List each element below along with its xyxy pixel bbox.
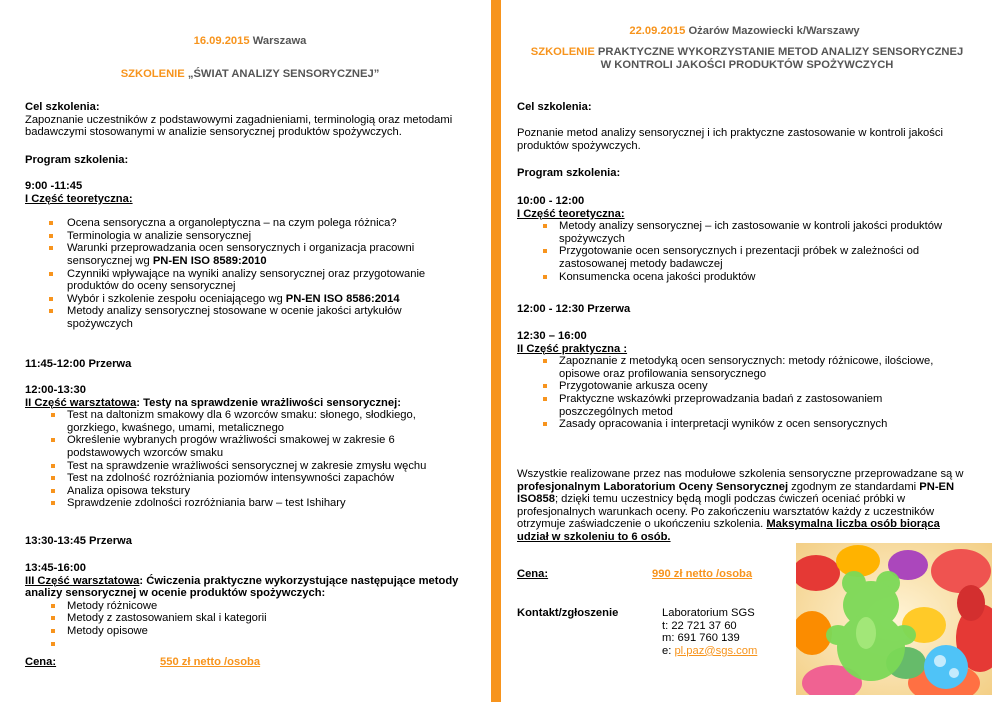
left-goal <box>25 101 475 139</box>
right-section-1 <box>517 195 972 283</box>
list-item: Konsumencka ocena jakości produktów <box>517 271 952 284</box>
left-s2-time: 12:00-13:30 <box>25 384 86 396</box>
left-break-1: 11:45-12:00 Przerwa <box>25 358 132 370</box>
right-s2-list <box>517 355 957 431</box>
list-item: Ocena sensoryczna a organoleptyczna – na czym polega różnica? <box>25 217 435 230</box>
bullet-icon <box>51 501 55 505</box>
list-item: Metody różnicowe <box>25 600 475 613</box>
left-s3-time: 13:45-16:00 <box>25 562 86 574</box>
contact-email-link[interactable]: pl.paz@sgs.com <box>674 644 758 657</box>
left-date-line <box>25 35 475 48</box>
bullet-icon <box>51 489 55 493</box>
list-item: Zapoznanie z metodyką ocen sensorycznych: metody różnicowe, ilościowe, opisowe oraz profilowania sensorycznego <box>517 355 957 380</box>
right-date-line <box>517 25 972 38</box>
list-item: Czynniki wpływające na wyniki analizy sensorycznej oraz przygotowanie produktów do oceny sensorycznej <box>25 268 435 293</box>
list-item: Metody z zastosowaniem skal i kategorii <box>25 612 475 625</box>
left-date: 16.09.2015 <box>193 35 250 47</box>
left-s1-title: I Część teoretyczna: <box>25 192 133 205</box>
contact-email-line: e: pl.paz@sgs.com <box>662 644 758 657</box>
list-item: Metody opisowe <box>25 625 475 638</box>
right-price-label: Cena: <box>517 568 549 580</box>
list-item: Wybór i szkolenie zespołu oceniającego wg PN-EN ISO 8586:2014 <box>25 293 435 306</box>
right-s2-title: II Część praktyczna : <box>517 342 628 355</box>
left-program-label: Program szkolenia: <box>25 154 129 166</box>
left-section-1 <box>25 180 475 331</box>
contact-name: Laboratorium SGS <box>662 607 755 619</box>
list-item: Praktyczne wskazówki przeprowadzania badań z zastosowaniem poszczególnych metod <box>517 393 957 418</box>
left-break-2: 13:30-13:45 Przerwa <box>25 535 132 547</box>
contact-phone: t: 22 721 37 60 <box>662 619 737 632</box>
left-s1-time: 9:00 -11:45 <box>25 180 83 192</box>
left-s2-heading: II Część warsztatowa: Testy na sprawdzenie wrażliwości sensorycznej: <box>25 396 401 409</box>
bullet-icon <box>543 275 547 279</box>
bullet-icon <box>51 464 55 468</box>
bullet-icon <box>49 221 53 225</box>
right-goal-text: Poznanie metod analizy sensorycznej i ich praktyczne zastosowanie w kontroli jakości produktów spożywczych. <box>517 127 943 152</box>
right-title: SZKOLENIE PRAKTYCZNE WYKORZYSTANIE METOD ANALIZY SENSORYCZNEJ W KONTROLI JAKOŚCI PRODUKTÓW SPOŻYWCZYCH <box>530 46 964 71</box>
bullet-icon <box>49 272 53 276</box>
left-goal-text: Zapoznanie uczestników z podstawowymi zagadnieniami, terminologią oraz metodami badawczymi stosowanymi w analizie sensorycznej produktów spożywczych. <box>25 113 453 139</box>
list-item: Przygotowanie arkusza oceny <box>517 380 957 393</box>
list-item: Test na sprawdzenie wrażliwości sensorycznej w zakresie zmysłu węchu <box>25 460 445 473</box>
list-item: Przygotowanie ocen sensorycznych i prezentacji próbek w zależności od zastosowanej metody badawczej <box>517 245 952 270</box>
bullet-icon <box>51 629 55 633</box>
list-item <box>25 638 475 651</box>
contact-mobile: m: 691 760 139 <box>662 632 740 645</box>
bullet-icon <box>49 309 53 313</box>
bullet-icon <box>51 438 55 442</box>
bullet-icon <box>51 476 55 480</box>
left-goal-label: Cel szkolenia: <box>25 101 100 113</box>
left-price-value: 550 zł netto /osoba <box>160 656 261 668</box>
left-place: Warszawa <box>252 35 307 47</box>
list-item: Metody analizy sensorycznej stosowane w ocenie jakości artykułów spożywczych <box>25 305 435 330</box>
list-item: Test na daltonizm smakowy dla 6 wzorców smaku: słonego, słodkiego, gorzkiego, kwaśnego, umami, metalicznego <box>25 409 445 434</box>
gummy-candy-photo <box>796 543 992 695</box>
bullet-icon <box>49 246 53 250</box>
bullet-icon <box>49 297 53 301</box>
right-program-label: Program szkolenia: <box>517 167 621 179</box>
left-section-3 <box>25 562 475 650</box>
bullet-icon <box>49 234 53 238</box>
list-item: Sprawdzenie zdolności rozróżniania barw – test Ishihary <box>25 497 445 510</box>
list-item: Test na zdolność rozróżniania poziomów intensywności zapachów <box>25 472 445 485</box>
right-contact-label: Kontakt/zgłoszenie <box>517 607 619 619</box>
bullet-icon <box>543 384 547 388</box>
right-goal-label: Cel szkolenia: <box>517 101 592 113</box>
left-price-label: Cena: <box>25 656 57 668</box>
left-s3-list <box>25 600 475 650</box>
left-s1-list <box>25 217 435 330</box>
right-s1-title: I Część teoretyczna: <box>517 207 625 220</box>
left-s2-list <box>25 409 445 510</box>
right-section-2 <box>517 330 972 431</box>
bullet-icon <box>51 413 55 417</box>
right-place: Ożarów Mazowiecki k/Warszawy <box>688 25 860 37</box>
right-contact-block <box>662 607 757 657</box>
bullet-icon <box>51 616 55 620</box>
right-date: 22.09.2015 <box>629 25 686 37</box>
right-s2-time: 12:30 – 16:00 <box>517 330 587 342</box>
column-divider <box>491 0 501 702</box>
bullet-icon <box>51 642 55 646</box>
list-item: Zasady opracowania i interpretacji wyników z ocen sensorycznych <box>517 418 957 431</box>
list-item: Warunki przeprowadzania ocen sensorycznych i organizacja pracowni sensorycznej wg PN-EN ISO 8589:2010 <box>25 242 435 267</box>
bullet-icon <box>543 397 547 401</box>
left-section-2 <box>25 384 475 510</box>
bullet-icon <box>51 604 55 608</box>
bullet-icon <box>543 224 547 228</box>
right-break-1: 12:00 - 12:30 Przerwa <box>517 303 631 315</box>
list-item: Analiza opisowa tekstury <box>25 485 445 498</box>
right-price-value: 990 zł netto /osoba <box>652 568 753 580</box>
left-title: SZKOLENIE „ŚWIAT ANALIZY SENSORYCZNEJ” <box>120 68 380 80</box>
left-s3-heading: III Część warsztatowa: Ćwiczenia praktyczne wykorzystujące następujące metody analizy sensorycznej w ocenie produktów spożywczych: <box>25 574 459 600</box>
list-item: Określenie wybranych progów wrażliwości smakowej w zakresie 6 podstawowych wzorców smaku <box>25 434 445 459</box>
right-info-paragraph: Wszystkie realizowane przez nas modułowe szkolenia sensoryczne przeprowadzane są w profesjonalnym Laboratorium Oceny Sensorycznej zgodnym ze standardami PN-EN ISO858; dzięki temu uczestnicy będą mogli podczas ćwiczeń oceniać próbki w profesjonalnych warunkach oceny. Po zakończeniu warsztatów każdy z uczestników otrzymuje zaświadczenie o ukończeniu szkolenia. Maksymalna liczba osób biorąca udział w szkoleniu to 6 osób. <box>517 468 964 543</box>
right-s1-list <box>517 220 952 283</box>
list-item: Metody analizy sensorycznej – ich zastosowanie w kontroli jakości produktów spożywczych <box>517 220 952 245</box>
bullet-icon <box>543 359 547 363</box>
right-s1-time: 10:00 - 12:00 <box>517 195 585 207</box>
list-item: Terminologia w analizie sensorycznej <box>25 230 435 243</box>
bullet-icon <box>543 422 547 426</box>
bullet-icon <box>543 249 547 253</box>
